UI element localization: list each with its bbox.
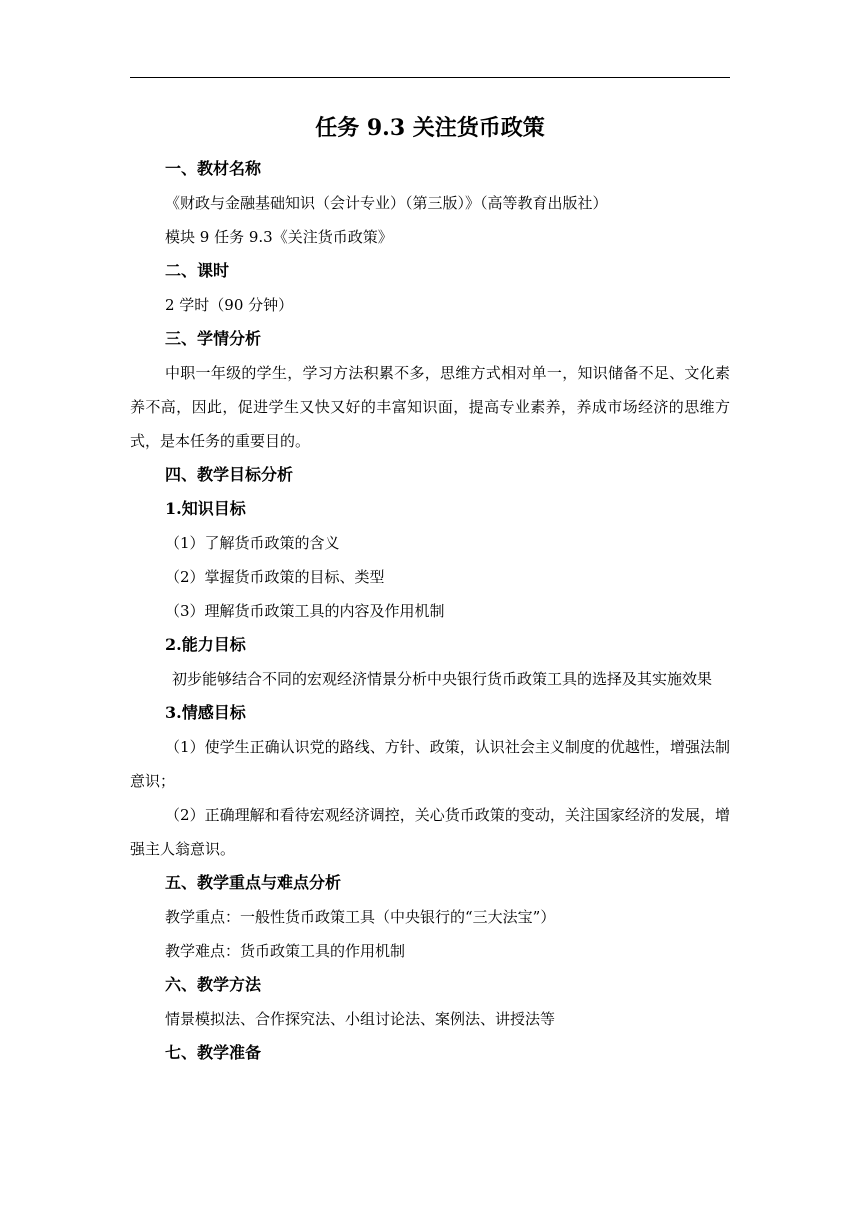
ability-objective-paragraph: 初步能够结合不同的宏观经济情景分析中央银行货币政策工具的选择及其实施效果 <box>172 670 713 688</box>
section-heading-hours: 二、课时 <box>165 261 230 280</box>
document-title: 任务 9.3 关注货币政策 <box>315 115 545 141</box>
section-heading-key-points: 五、教学重点与难点分析 <box>165 873 342 892</box>
ability-objectives-heading: 2.能力目标 <box>165 635 246 654</box>
knowledge-objective-1: （1）了解货币政策的含义 <box>165 534 340 552</box>
teaching-methods: 情景模拟法、合作探究法、小组讨论法、案例法、讲授法等 <box>165 1010 556 1028</box>
section-heading-student-analysis: 三、学情分析 <box>165 329 262 348</box>
section-heading-textbook: 一、教材名称 <box>165 159 262 178</box>
textbook-module: 模块 9 任务 9.3《关注货币政策》 <box>165 228 393 246</box>
section-heading-methods: 六、教学方法 <box>165 975 262 994</box>
difficult-point: 教学难点：货币政策工具的作用机制 <box>165 942 406 960</box>
textbook-name: 《财政与金融基础知识（会计专业）（第三版）》（高等教育出版社） <box>165 194 608 212</box>
emotion-objective-2: （2）正确理解和看待宏观经济调控，关心货币政策的变动，关注国家经济的发展，增强主人翁意识。 <box>130 806 730 858</box>
key-point: 教学重点：一般性货币政策工具（中央银行的“三大法宝”） <box>165 908 556 926</box>
knowledge-objectives-heading: 1.知识目标 <box>165 499 246 518</box>
document-body <box>130 110 730 1070</box>
knowledge-objective-3: （3）理解货币政策工具的内容及作用机制 <box>165 602 445 620</box>
header-rule <box>130 77 730 78</box>
emotion-objectives-heading: 3.情感目标 <box>165 703 246 722</box>
student-analysis-paragraph: 中职一年级的学生，学习方法积累不多，思维方式相对单一，知识储备不足、文化素养不高，因此，促进学生又快又好的丰富知识面，提高专业素养，养成市场经济的思维方式，是本任务的重要目的。 <box>130 364 730 450</box>
class-hours: 2 学时（90 分钟） <box>165 296 294 314</box>
section-heading-objectives: 四、教学目标分析 <box>165 465 294 484</box>
emotion-objective-1: （1）使学生正确认识党的路线、方针、政策，认识社会主义制度的优越性，增强法制意识； <box>130 738 730 790</box>
section-heading-preparation: 七、教学准备 <box>165 1043 262 1062</box>
knowledge-objective-2: （2）掌握货币政策的目标、类型 <box>165 568 385 586</box>
